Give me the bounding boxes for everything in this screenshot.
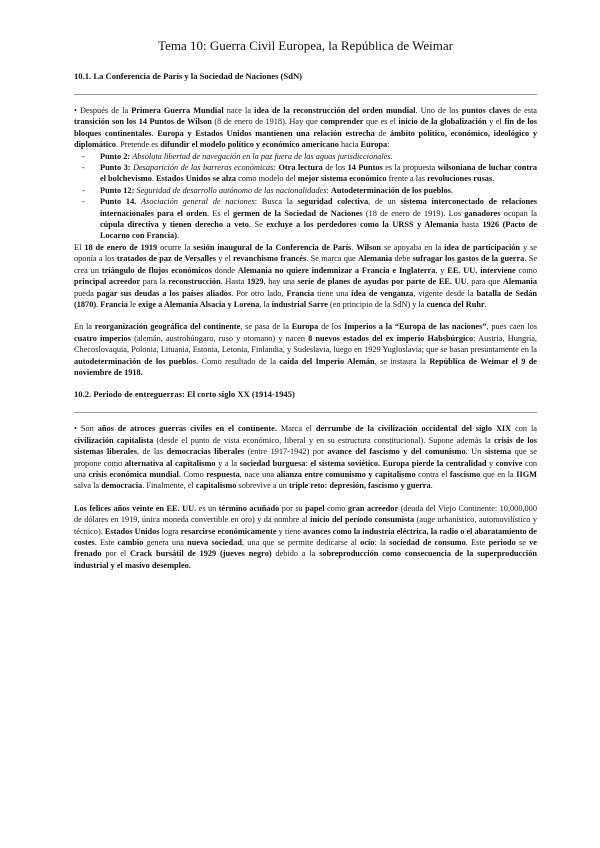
text-run: y el [486, 117, 505, 127]
italic-text-run: Absoluta libertad de navegación en la paz fuera de las aguas jurisdiccionales. [132, 151, 393, 161]
bold-text-run: cambio [117, 538, 144, 547]
bold-text-run: inicio de la globalización [398, 117, 487, 127]
bold-text-run: término acuñado [218, 503, 280, 513]
text-run: (alemán, austrohúngaro, ruso y otomano) y nacen [130, 333, 309, 343]
bold-text-run: civilización capitalista [74, 435, 154, 445]
bold-text-run: ocio [360, 538, 375, 547]
list-item [100, 162, 537, 185]
bold-text-run: idea de participación [444, 242, 521, 252]
text-run: y se oponía a los [74, 242, 537, 264]
section-divider [74, 94, 537, 95]
bold-text-run: cuatro imperios [74, 333, 131, 343]
text-run: debe [392, 254, 413, 264]
text-run: nace la [223, 106, 255, 115]
text-run: (18 de enero de 1919). Los [362, 208, 465, 218]
bold-text-run: sufragar los gastos de la guerra [412, 254, 525, 264]
bold-text-run: tratados de paz de Versalles [116, 254, 216, 264]
text-run: con la [511, 424, 537, 434]
list-item [100, 185, 537, 196]
section-1-intro-paragraph [74, 105, 537, 151]
bold-text-run: papel [305, 503, 325, 513]
text-run: . Por otro lado, [231, 288, 287, 298]
text-run: . para que [466, 277, 503, 287]
text-run: (auge urbanístico, automovilístico y técnico). [74, 515, 537, 536]
text-run: En la [74, 322, 95, 332]
text-run: (en principio de la SdN) y la [327, 299, 427, 309]
text-run: . Se marca que [306, 254, 359, 264]
text-run: para la [140, 277, 169, 287]
list-item [100, 196, 537, 242]
text-run: . Un [465, 447, 485, 457]
text-run: logra [159, 526, 181, 536]
bold-text-run: Alemania [358, 254, 393, 264]
paris-conference-paragraph [74, 242, 537, 310]
bold-text-run: República de Weimar el 9 de noviembre de 1918. [74, 356, 537, 377]
bold-text-run: Otra lectura [278, 163, 323, 173]
bold-text-run: sesión inaugural de la Conferencia de París [193, 242, 352, 252]
bold-text-run: sistema [484, 447, 512, 457]
text-run: y el [216, 254, 234, 264]
italic-text-run: Seguridad de desarrollo autónomo de las nacionalidades [136, 185, 327, 195]
bold-text-run: Imperios a la “Europa de las naciones” [344, 322, 487, 332]
bold-text-run: democracia [101, 481, 143, 491]
text-run: , pues caen los [486, 322, 537, 332]
text-run: que es el [363, 117, 399, 127]
text-run: se apoyaba en la [381, 242, 445, 252]
text-run: . [151, 174, 157, 184]
bold-text-run: autodeterminación de los pueblos [74, 356, 197, 366]
bold-text-run: Francia [286, 288, 315, 298]
text-run: • Son [74, 424, 98, 434]
bold-text-run: Autodeterminación de los pueblos [330, 185, 451, 195]
bold-text-run: comprender [320, 117, 364, 127]
bold-text-run: sistema interconectado de relaciones internacionales para el orden [100, 197, 537, 218]
text-run: es la propuesta [382, 163, 438, 173]
text-run: : [305, 458, 311, 468]
bold-text-run: fin de los bloques continentales [74, 117, 538, 138]
bold-text-run: idea de la reconstrucción del orden mundial [254, 106, 416, 115]
bold-text-run: batalla de Sedán (1870) [74, 288, 538, 309]
bold-text-run: avance del fascismo y del comunismo [327, 447, 466, 457]
text-run: donde [211, 265, 238, 275]
bold-text-run: puntos claves [461, 106, 511, 115]
text-run: : [326, 185, 331, 195]
text-run: ocupan la [500, 208, 537, 218]
text-run: . Se crea un [74, 254, 538, 275]
text-run: : Busca la [254, 197, 298, 207]
text-run: . [450, 185, 454, 195]
text-run: (deuda del Viejo Continente: 10,000,000 de dólares en 1919, única moneda convertible en oro) y da nombre al [74, 503, 537, 525]
text-run: . [176, 231, 180, 241]
text-run: tiene una [314, 288, 352, 298]
text-run: . Uno de los [415, 106, 462, 115]
text-run: . [151, 128, 158, 138]
bold-text-run: 18 de enero de 1919 [84, 242, 158, 252]
bold-text-run: 14 Puntos [347, 163, 383, 173]
bold-text-run: derrumbe de la civilización occidental del siglo XIX [315, 424, 512, 434]
bold-text-run: caída del Imperio Alemán [279, 356, 375, 366]
text-run: . Se [248, 220, 267, 230]
bold-text-run: convive [495, 458, 523, 468]
wilson-points-list [74, 151, 537, 242]
bold-text-run: Punto 12: [100, 185, 137, 195]
bold-text-run: pagar sus deudas a los países aliados [96, 288, 232, 298]
bold-text-run: el sistema soviético. Europa pierde la centralidad [310, 458, 487, 468]
bold-text-run: ve frenado [74, 538, 537, 559]
text-run: frente a las [386, 174, 428, 184]
text-run: y tiene [276, 526, 304, 536]
bold-text-run: Punto 3: [100, 163, 133, 173]
bold-text-run: resarcirse económicamente [180, 526, 277, 536]
text-run: de [374, 128, 390, 138]
text-run: es un [196, 503, 219, 513]
section-1-heading: 10.1. La Conferencia de París y la Sociedad de Naciones (SdN) [74, 71, 303, 81]
bold-text-run: seguridad colectiva [297, 197, 369, 207]
bold-text-run: Alemania no quiere indemnizar a Francia e Inglaterra [237, 265, 436, 275]
bold-text-run: ámbito político, económico, ideológico y diplomático [74, 128, 537, 150]
bold-text-run: triple reto: depresión, fascismo y guerra [289, 481, 431, 491]
text-run: , se pasa de la [240, 322, 292, 332]
text-run: , vigente desde la [413, 288, 477, 298]
geographic-reorganization-paragraph [74, 321, 537, 378]
text-run: El [74, 242, 85, 252]
bold-text-run: crisis económica mundial [88, 469, 179, 479]
text-run: se [515, 538, 530, 547]
text-run: como [324, 503, 348, 513]
text-run: de esta [510, 106, 537, 115]
text-run: sobrevive a un [236, 481, 289, 491]
bold-text-run: Alemania [502, 277, 537, 287]
bold-text-run: Punto 2: [100, 151, 133, 161]
document-title: Tema 10: Guerra Civil Europea, la República de Weimar [158, 38, 453, 53]
bold-text-run: Los felices años veinte en EE. UU. [74, 503, 197, 513]
bold-text-run: mejor sistema económico [297, 174, 387, 184]
interwar-paragraph [74, 423, 537, 491]
bold-text-run: respuesta [206, 469, 240, 479]
section-divider [74, 412, 537, 413]
text-run: • Después de la [74, 106, 132, 115]
text-run: , se instaura la [374, 356, 430, 366]
bold-text-run: 8 nuevos estados del ex imperio Habsbúrgico [308, 333, 474, 343]
text-run: . Pretende es [115, 140, 161, 150]
text-run: y a la [215, 458, 240, 468]
text-run: . [430, 481, 433, 491]
text-run: , de las [136, 447, 167, 457]
section-2-heading: 10.2. Periodo de entreguerras: El corto siglo XX (1914-1945) [74, 389, 295, 400]
text-run: : [387, 140, 390, 150]
text-run: . Este [465, 538, 489, 547]
bold-text-run: periodo [488, 538, 516, 547]
bold-text-run: IIGM [516, 469, 537, 479]
text-run: . Hasta [220, 277, 247, 287]
bold-text-run: cuenca del Ruhr [426, 299, 485, 309]
text-run: . Es el [206, 208, 234, 218]
bold-text-run: Europa [360, 140, 388, 150]
text-run: . Finalmente, el [142, 481, 196, 491]
text-run: le [127, 299, 139, 309]
bold-text-run: Europa y Estados Unidos mantienen una relación estrecha [157, 128, 375, 138]
bold-text-run: 1929 [246, 277, 264, 287]
text-run: de los [322, 163, 348, 173]
text-run: que se propone como [74, 447, 537, 468]
bold-text-run: alternativa al capitalismo [124, 458, 216, 468]
bold-text-run: exige a Alemania Alsacia y Lorena [138, 299, 260, 309]
text-run: por su [279, 503, 306, 513]
text-run: , la [259, 299, 272, 309]
bold-text-run: Primera Guerra Mundial [131, 106, 224, 115]
text-run: , una que se permite dedicarse al [241, 538, 361, 547]
text-run: . Este [94, 538, 118, 547]
text-run: que en la [480, 469, 517, 479]
bold-text-run: Francia [100, 299, 128, 309]
bold-text-run: principal acreedor [74, 277, 141, 287]
text-run: como modelo del [236, 174, 298, 184]
bold-text-run: avances como la industria eléctrica, la radio o el abaratamiento de costes [74, 526, 537, 547]
text-run: contra el [415, 469, 450, 479]
text-run: , hay una [263, 277, 298, 287]
italic-text-run: Desaparición de las barreras económicas: [132, 163, 279, 173]
text-run: , de un [368, 197, 401, 207]
bold-text-run: inicio del período consumista [310, 515, 415, 525]
bold-text-run: Punto 14. [100, 197, 142, 207]
text-run: : la [374, 538, 390, 547]
text-run: debido a la [271, 549, 320, 559]
bold-text-run: capitalismo [195, 481, 237, 491]
text-run: (desde el punto de vista económico, liberal y en su estructura constitucional). Supone además la [153, 435, 495, 445]
text-run: por el [101, 549, 131, 559]
bold-text-run: Estados Unidos se alza [156, 174, 237, 184]
bold-text-run: años de atroces guerras civiles en el continente. [97, 424, 277, 434]
text-run: : Austria, Hungría, Checoslovaquia, Polonia, Lituania, Estonia, Letonia, Finlandia, y Sudeslavia, luego en 1929 Yugloslavia; que se basan presuntamente en la [74, 333, 538, 355]
bold-text-run: Wilson [356, 242, 382, 252]
text-run: . [492, 174, 495, 184]
bold-text-run: Europa [291, 322, 319, 332]
text-run: salva la [74, 481, 102, 491]
bold-text-run: triángulo de flujos económicos [101, 265, 212, 275]
roaring-twenties-paragraph [74, 503, 537, 571]
text-run: . Como [178, 469, 207, 479]
bold-text-run: nueva sociedad [187, 538, 242, 547]
text-run: y [486, 458, 496, 468]
bold-text-run: revoluciones rusas [427, 174, 493, 184]
bold-text-run: 1926 (Pacto de Locarno con Francia) [100, 220, 537, 241]
bold-text-run: fascismo [449, 469, 481, 479]
italic-text-run: Asociación general de naciones [141, 197, 255, 207]
text-run: ocurre la [157, 242, 194, 252]
bold-text-run: wilsoniana de luchar contra el bolchevismo [100, 163, 537, 184]
text-run: de los [318, 322, 345, 332]
bold-text-run: EE. UU. interviene [447, 265, 516, 275]
bold-text-run: Crack bursátil de 1929 (jueves negro) [130, 549, 272, 559]
bold-text-run: industrial Sarre [271, 299, 328, 309]
text-run: Marca el [276, 424, 316, 434]
bold-text-run: alianza entre comunismo y capitalismo [276, 469, 416, 479]
bold-text-run: democracias liberales [166, 447, 245, 457]
bold-text-run: crisis de los sistemas liberales [74, 435, 538, 457]
bold-text-run: gran acreedor [347, 503, 399, 513]
text-run: . [96, 299, 101, 309]
text-run: . Como resultado de la [196, 356, 280, 366]
text-run: . [351, 242, 357, 252]
bold-text-run: excluye a los perdedores como la URSS y Alemania [266, 220, 459, 230]
text-run: hasta [458, 220, 483, 230]
bold-text-run: serie de planes de ayudas por parte de EE. UU [297, 277, 467, 287]
text-run: con una [74, 458, 538, 479]
bold-text-run: germen de la Sociedad de Naciones [233, 208, 363, 218]
text-run: genera una [143, 538, 188, 547]
list-item [100, 151, 537, 162]
text-run: como [515, 265, 537, 275]
bold-text-run: sobreproducción como consecuencia de la superproducción industrial y el masivo desempleo. [74, 549, 537, 570]
bold-text-run: idea de venganza [351, 288, 414, 298]
bold-text-run: sociedad burguesa [239, 458, 306, 468]
bold-text-run: Estados Unidos [104, 526, 160, 536]
text-run: pueda [74, 288, 97, 298]
text-run: hacia [338, 140, 361, 150]
text-run: . [484, 299, 487, 309]
bold-text-run: cúpula directiva y tienen derecho a veto [100, 220, 249, 230]
text-run: (8 de enero de 1918). Hay que [211, 117, 321, 127]
bold-text-run: ganadores [464, 208, 501, 218]
text-run: , y [435, 265, 448, 275]
bold-text-run: transición son los 14 Puntos de Wilson [74, 117, 212, 127]
bold-text-run: difundir el modelo político y económico americano [160, 140, 339, 150]
bold-text-run: reorganización geográfica del continente [94, 322, 241, 332]
bold-text-run: reconstrucción [168, 277, 221, 287]
text-run: (entre 1917-1942) por [244, 447, 328, 457]
text-run: , nace una [239, 469, 277, 479]
bold-text-run: revanchismo francés [233, 254, 307, 264]
bold-text-run: sociedad de consumo [389, 538, 466, 547]
